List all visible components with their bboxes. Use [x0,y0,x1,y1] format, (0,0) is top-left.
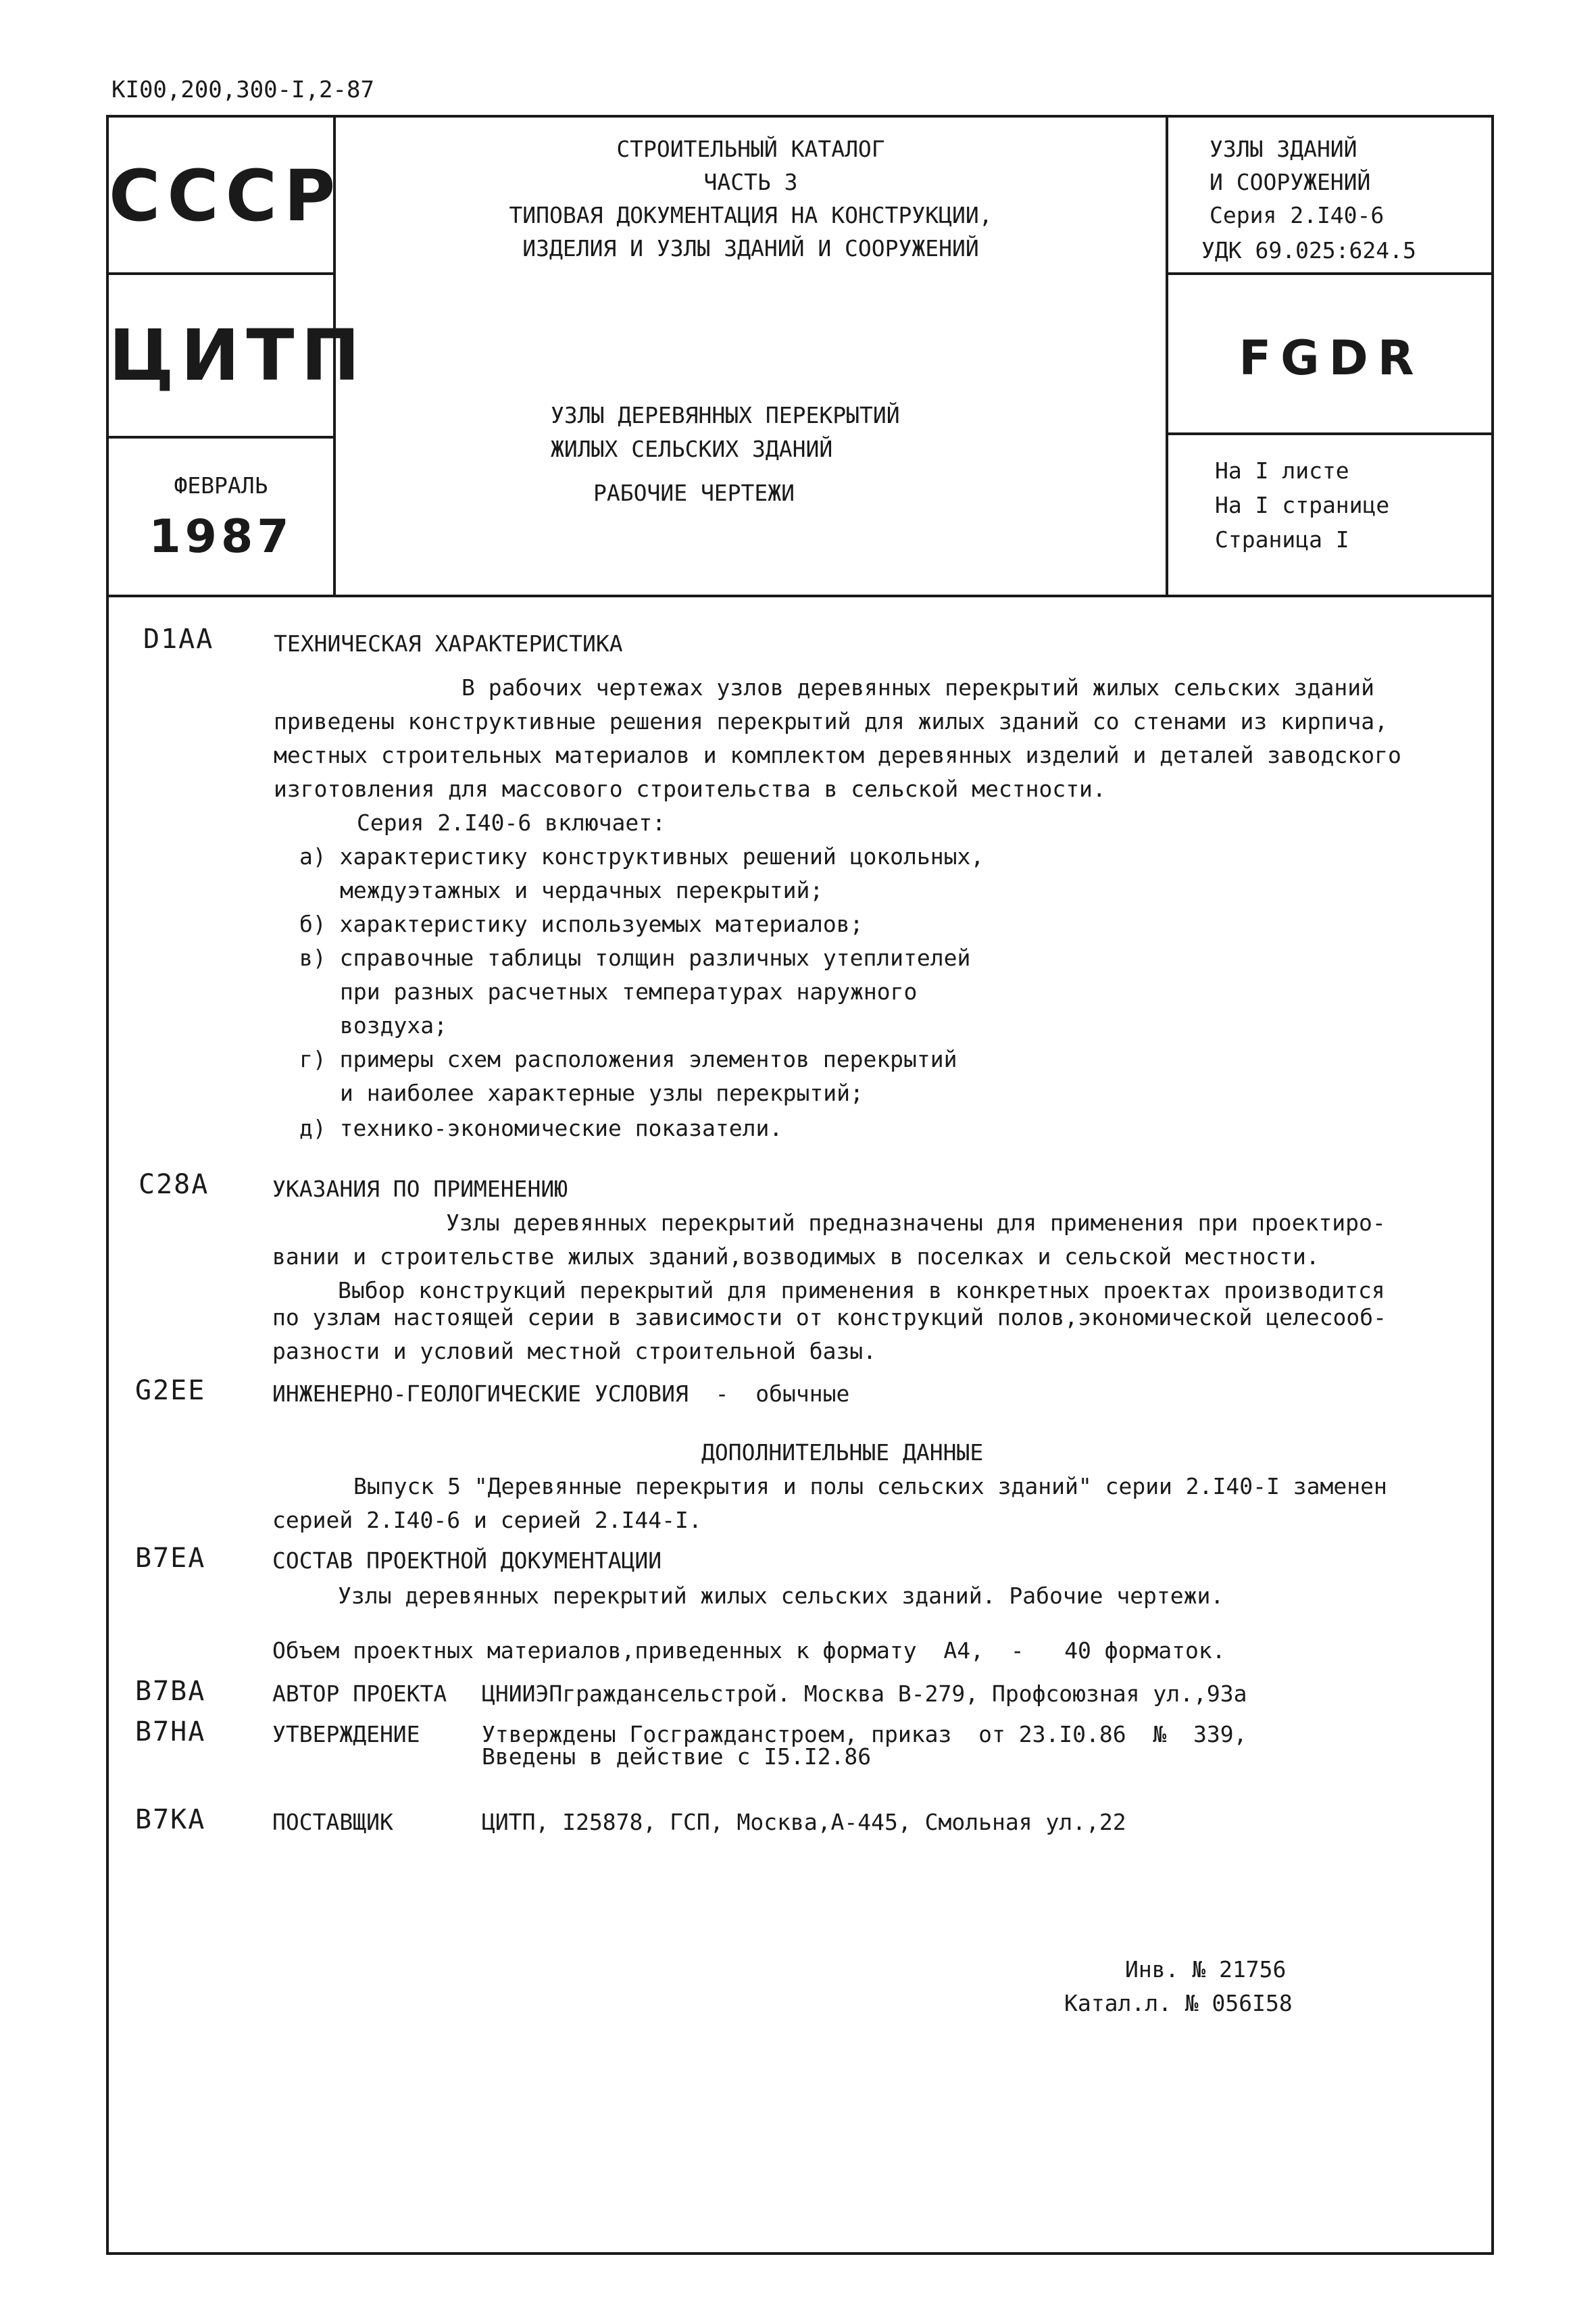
inventory-number: Инв. № 21756 [1125,1956,1287,1983]
catalog-heading-line-4: ИЗДЕЛИЯ И УЗЛЫ ЗДАНИЙ И СООРУЖЕНИЙ [522,235,979,262]
org-ussr: СССР [109,155,343,237]
tech-line-13: и наиболее характерные узлы перекрытий; [340,1080,864,1106]
header-rule-left-2 [106,436,334,439]
tech-line-7: междуэтажных и чердачных перекрытий; [340,877,824,903]
series-number: Серия 2.I40-6 [1210,202,1385,228]
tech-line-3: местных строительных материалов и комплектом деревянных изделий и деталей заводского [274,742,1401,768]
catalog-heading-line-1: СТРОИТЕЛЬНЫЙ КАТАЛОГ [616,136,885,162]
usage-line-5: разности и условий местной строительной базы. [272,1338,877,1364]
header-bottom-rule [106,595,1494,597]
fgdr-code: FGDR [1239,330,1424,386]
catalog-sheet-number: Катал.л. № 056I58 [1064,1990,1293,2016]
sheet-count: На I листе [1215,457,1349,484]
usage-line-3: Выбор конструкций перекрытий для применения в конкретных проектах производится [338,1277,1385,1303]
header-rule-right-2 [1166,432,1494,435]
section-code-b7ha: B7HA [135,1716,206,1747]
catalog-heading-line-3: ТИПОВАЯ ДОКУМЕНТАЦИЯ НА КОНСТРУКЦИИ, [509,202,993,228]
extra-line-1: Выпуск 5 "Деревянные перекрытия и полы сельских зданий" серии 2.I40-I заменен [353,1473,1387,1499]
tech-line-1: В рабочих чертежах узлов деревянных перекрытий жилых сельских зданий [462,674,1375,701]
org-citp: ЦИТП [109,314,367,397]
composition-line-1: Узлы деревянных перекрытий жилых сельских зданий. Рабочие чертежи. [338,1583,1224,1609]
document-title-line-3: РАБОЧИЕ ЧЕРТЕЖИ [593,480,795,506]
tech-line-2: приведены конструктивные решения перекрытий для жилых зданий со стенами из кирпича, [274,708,1389,735]
header-rule-left-1 [106,272,334,275]
approval-line-1: Утверждены Госгражданстроем, приказ от 23.I0.86 № 339, [482,1721,1247,1747]
tech-line-8: б) характеристику используемых материалов; [299,911,864,937]
catalog-code: КI00,200,300-I,2-87 [111,76,374,103]
tech-heading: ТЕХНИЧЕСКАЯ ХАРАКТЕРИСТИКА [274,630,623,657]
tech-line-11: воздуха; [340,1012,447,1039]
author-label: АВТОР ПРОЕКТА [272,1681,447,1707]
usage-heading: УКАЗАНИЯ ПО ПРИМЕНЕНИЮ [272,1176,568,1202]
usage-line-1: Узлы деревянных перекрытий предназначены для применения при проектиро- [446,1210,1386,1236]
usage-line-4: по узлам настоящей серии в зависимости от конструкций полов,экономической целесооб- [272,1304,1387,1330]
supplier-value: ЦИТП, I25878, ГСП, Москва,А-445, Смольная ул.,22 [482,1809,1126,1835]
approval-line-2: Введены в действие с I5.I2.86 [482,1743,872,1770]
approval-label: УТВЕРЖДЕНИЕ [272,1721,420,1747]
extra-line-2: серией 2.I40-6 и серией 2.I44-I. [272,1507,702,1533]
tech-line-14: д) технико-экономические показатели. [299,1115,783,1141]
issue-month: ФЕВРАЛЬ [174,472,268,499]
section-code-d1aa: D1AA [143,624,214,655]
tech-line-5: Серия 2.I40-6 включает: [357,810,666,836]
issue-year: 1987 [149,510,293,564]
tech-line-9: в) справочные таблицы толщин различных утеплителей [299,945,971,971]
tech-line-6: а) характеристику конструктивных решений цокольных, [299,843,984,870]
series-label-line-2: И СООРУЖЕНИЙ [1210,169,1371,195]
header-rule-right-1 [1166,272,1494,275]
section-code-b7ka: B7KA [135,1804,206,1835]
composition-heading: СОСТАВ ПРОЕКТНОЙ ДОКУМЕНТАЦИИ [272,1547,662,1574]
section-code-g2ee: G2EE [135,1375,206,1406]
geology-line: ИНЖЕНЕРНО-ГЕОЛОГИЧЕСКИЕ УСЛОВИЯ - обычные [272,1380,850,1407]
document-title-line-1: УЗЛЫ ДЕРЕВЯННЫХ ПЕРЕКРЫТИЙ [551,402,900,428]
section-code-b7ea: B7EA [135,1543,206,1574]
section-code-c28a: C28A [139,1169,209,1200]
catalog-heading-line-2: ЧАСТЬ 3 [703,169,798,195]
composition-line-2: Объем проектных материалов,приведенных к формату А4, - 40 форматок. [272,1637,1226,1664]
tech-line-4: изготовления для массового строительства в сельской местности. [274,776,1106,802]
author-value: ЦНИИЭПграждансельстрой. Москва В-279, Профсоюзная ул.,93а [482,1681,1247,1707]
page-count: На I странице [1215,492,1390,518]
page-number: Страница I [1215,526,1349,553]
series-label-line-1: УЗЛЫ ЗДАНИЙ [1210,136,1357,162]
tech-line-12: г) примеры схем расположения элементов перекрытий [299,1046,957,1072]
document-title-line-2: ЖИЛЫХ СЕЛЬСКИХ ЗДАНИЙ [551,436,833,462]
extra-heading: ДОПОЛНИТЕЛЬНЫЕ ДАННЫЕ [701,1439,984,1466]
tech-line-10: при разных расчетных температурах наружного [340,978,918,1005]
usage-line-2: вании и строительстве жилых зданий,возводимых в поселках и сельской местности. [272,1243,1320,1270]
section-code-b7ba: B7BA [135,1676,206,1707]
supplier-label: ПОСТАВЩИК [272,1809,393,1835]
udk-code: УДК 69.025:624.5 [1201,237,1416,264]
